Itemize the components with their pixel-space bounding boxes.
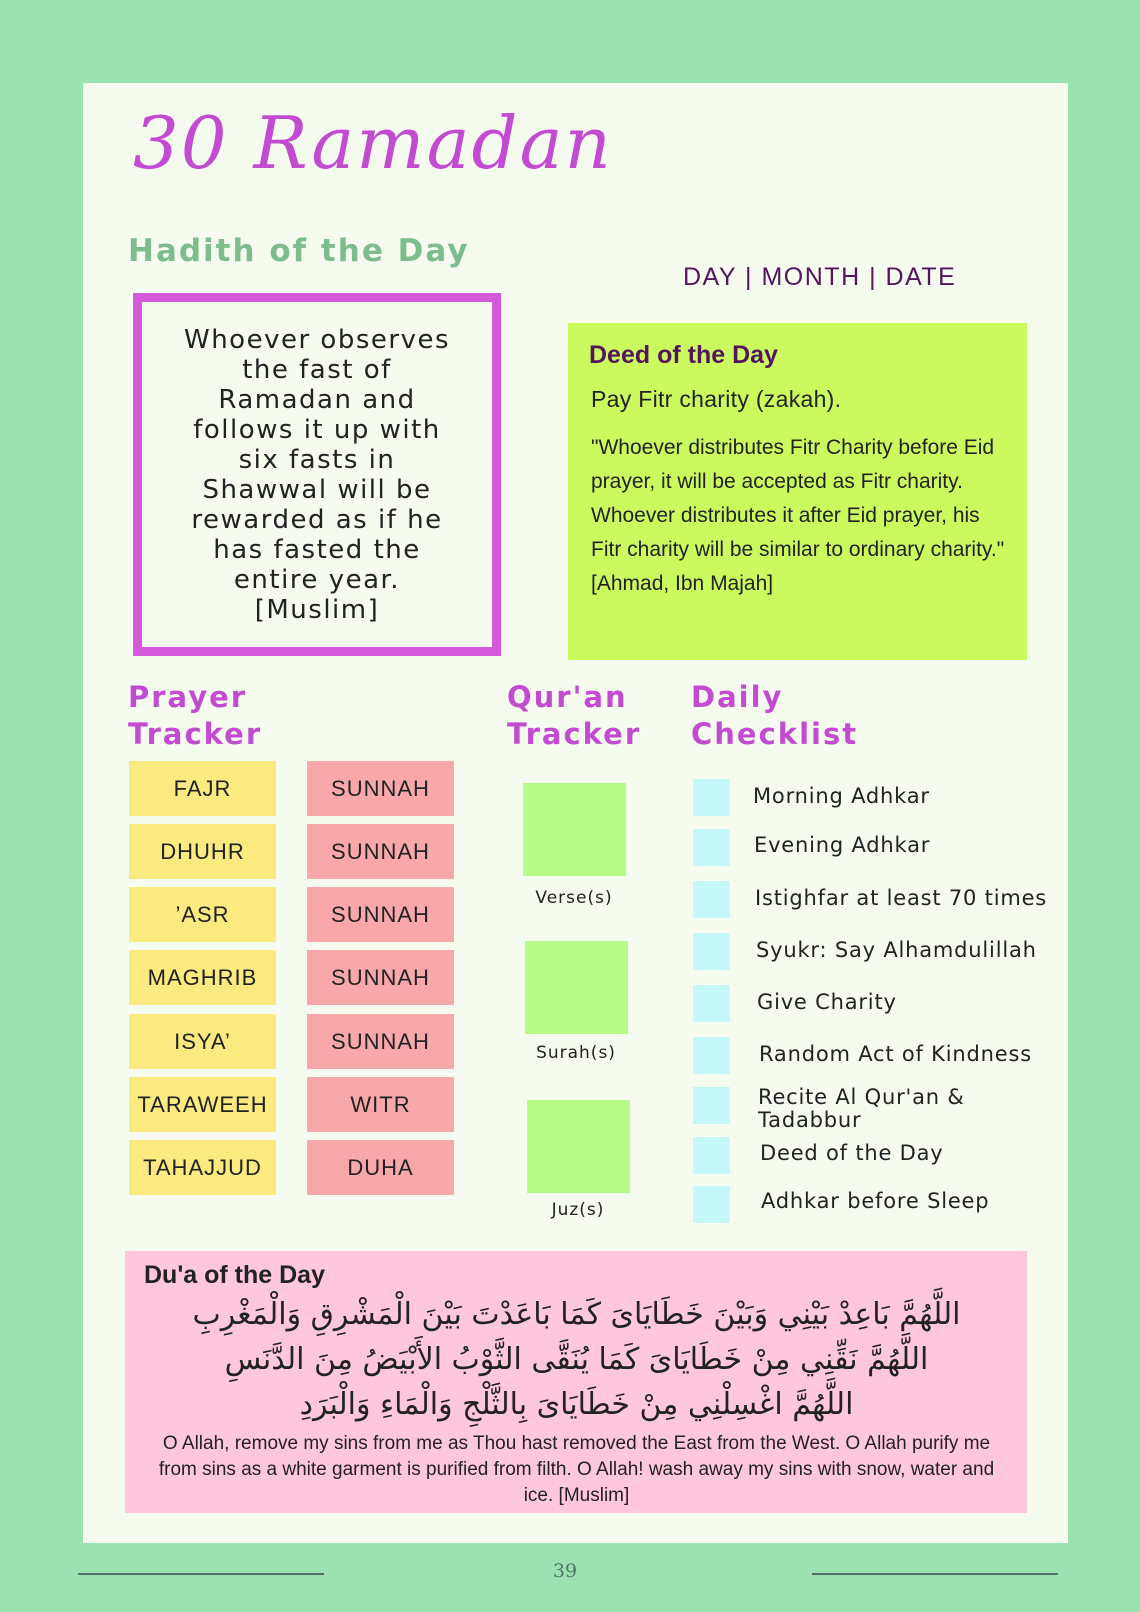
dua-arabic-line-3: اللَّهُمَّ اغْسِلْنِي مِنْ خَطَايَاىَ بِالثَّلْجِ وَالْمَاءِ وَالْبَرَدِ <box>299 1387 854 1422</box>
prayer-tahajjud[interactable]: TAHAJJUD <box>129 1140 276 1195</box>
quran-tracker-heading: Qur'an Tracker <box>507 680 642 751</box>
checklist-recite-quran: Recite Al Qur'an & Tadabbur <box>758 1085 965 1132</box>
checklist-istighfar: Istighfar at least 70 times <box>755 886 1048 910</box>
verse-label: Verse(s) <box>535 888 613 908</box>
daily-checklist-heading: Daily Checklist <box>691 680 859 751</box>
checkbox-deed-of-day[interactable] <box>693 1137 730 1174</box>
checkbox-istighfar[interactable] <box>693 881 730 918</box>
dua-arabic-line-1: اللَّهُمَّ بَاعِدْ بَيْنِي وَبَيْنَ خَطَايَاىَ كَمَا بَاعَدْتَ بَيْنَ الْمَشْرِقِ وَالْمَغْرِبِ <box>192 1297 961 1332</box>
prayer-tracker-heading: Prayer Tracker <box>128 680 263 751</box>
checkbox-adhkar-sleep[interactable] <box>693 1186 730 1223</box>
verse-count-box[interactable] <box>523 783 626 876</box>
prayer-dhuhr[interactable]: DHUHR <box>129 824 276 879</box>
checklist-adhkar-sleep: Adhkar before Sleep <box>761 1189 990 1213</box>
prayer-sunnah-4[interactable]: SUNNAH <box>307 950 454 1005</box>
dua-box <box>125 1251 1027 1513</box>
surah-label: Surah(s) <box>536 1043 616 1063</box>
planner-page <box>83 83 1068 1543</box>
hadith-box <box>133 293 501 656</box>
hadith-heading: Hadith of the Day <box>128 233 470 269</box>
prayer-sunnah-3[interactable]: SUNNAH <box>307 887 454 942</box>
checkbox-random-kindness[interactable] <box>693 1037 730 1074</box>
deed-box <box>568 323 1027 660</box>
checkbox-evening-adhkar[interactable] <box>693 829 730 866</box>
prayer-sunnah-5[interactable]: SUNNAH <box>307 1014 454 1069</box>
juz-count-box[interactable] <box>527 1100 630 1193</box>
prayer-witr[interactable]: WITR <box>307 1077 454 1132</box>
surah-count-box[interactable] <box>525 941 628 1034</box>
dua-translation: O Allah, remove my sins from me as Thou hast removed the East from the West. O Allah purify me from sins as a white garment is purified from filth. O Allah! wash away my sins with snow, water and ice. [Muslim] <box>158 1433 995 1506</box>
checklist-syukr: Syukr: Say Alhamdulillah <box>756 938 1037 962</box>
checklist-evening-adhkar: Evening Adhkar <box>754 833 931 857</box>
page-title: 30 Ramadan <box>133 101 613 185</box>
prayer-fajr[interactable]: FAJR <box>129 761 276 816</box>
checklist-morning-adhkar: Morning Adhkar <box>753 784 930 808</box>
checklist-random-kindness: Random Act of Kindness <box>759 1042 1032 1066</box>
prayer-asr[interactable]: ’ASR <box>129 887 276 942</box>
dua-title: Du'a of the Day <box>144 1261 325 1289</box>
prayer-duha[interactable]: DUHA <box>307 1140 454 1195</box>
prayer-sunnah-1[interactable]: SUNNAH <box>307 761 454 816</box>
checkbox-syukr[interactable] <box>693 933 730 970</box>
checklist-give-charity: Give Charity <box>757 990 897 1014</box>
dua-arabic <box>144 1292 1009 1427</box>
page-number: 39 <box>552 1560 578 1582</box>
prayer-isya[interactable]: ISYA’ <box>129 1014 276 1069</box>
hadith-text: Whoever observes the fast of Ramadan and follows it up with six fasts in Shawwal will be rewarded as if he has fasted the entire year. [Muslim] <box>184 324 450 625</box>
footer-divider-right <box>812 1573 1058 1575</box>
checkbox-recite-quran[interactable] <box>693 1087 730 1124</box>
checkbox-give-charity[interactable] <box>693 985 730 1022</box>
prayer-sunnah-2[interactable]: SUNNAH <box>307 824 454 879</box>
deed-main: Pay Fitr charity (zakah). <box>591 386 842 412</box>
deed-title: Deed of the Day <box>589 341 778 369</box>
checklist-deed-of-day: Deed of the Day <box>760 1141 944 1165</box>
footer-divider-left <box>78 1573 324 1575</box>
prayer-maghrib[interactable]: MAGHRIB <box>129 950 276 1005</box>
juz-label: Juz(s) <box>551 1200 605 1220</box>
prayer-taraweeh[interactable]: TARAWEEH <box>129 1077 276 1132</box>
checkbox-morning-adhkar[interactable] <box>693 779 730 816</box>
dua-arabic-line-2: اللَّهُمَّ نَقِّنِي مِنْ خَطَايَاىَ كَمَا يُنَقَّى الثَّوْبُ الأَبْيَضُ مِنَ الدَّنَسِ <box>224 1342 929 1377</box>
deed-quote: "Whoever distributes Fitr Charity before Eid prayer, it will be accepted as Fitr charity. Whoever distributes it after Eid prayer, his Fitr charity will be similar to ordinary charity." [Ahmad, Ibn Majah] <box>591 436 1005 595</box>
date-fields: DAY | MONTH | DATE <box>683 263 957 291</box>
